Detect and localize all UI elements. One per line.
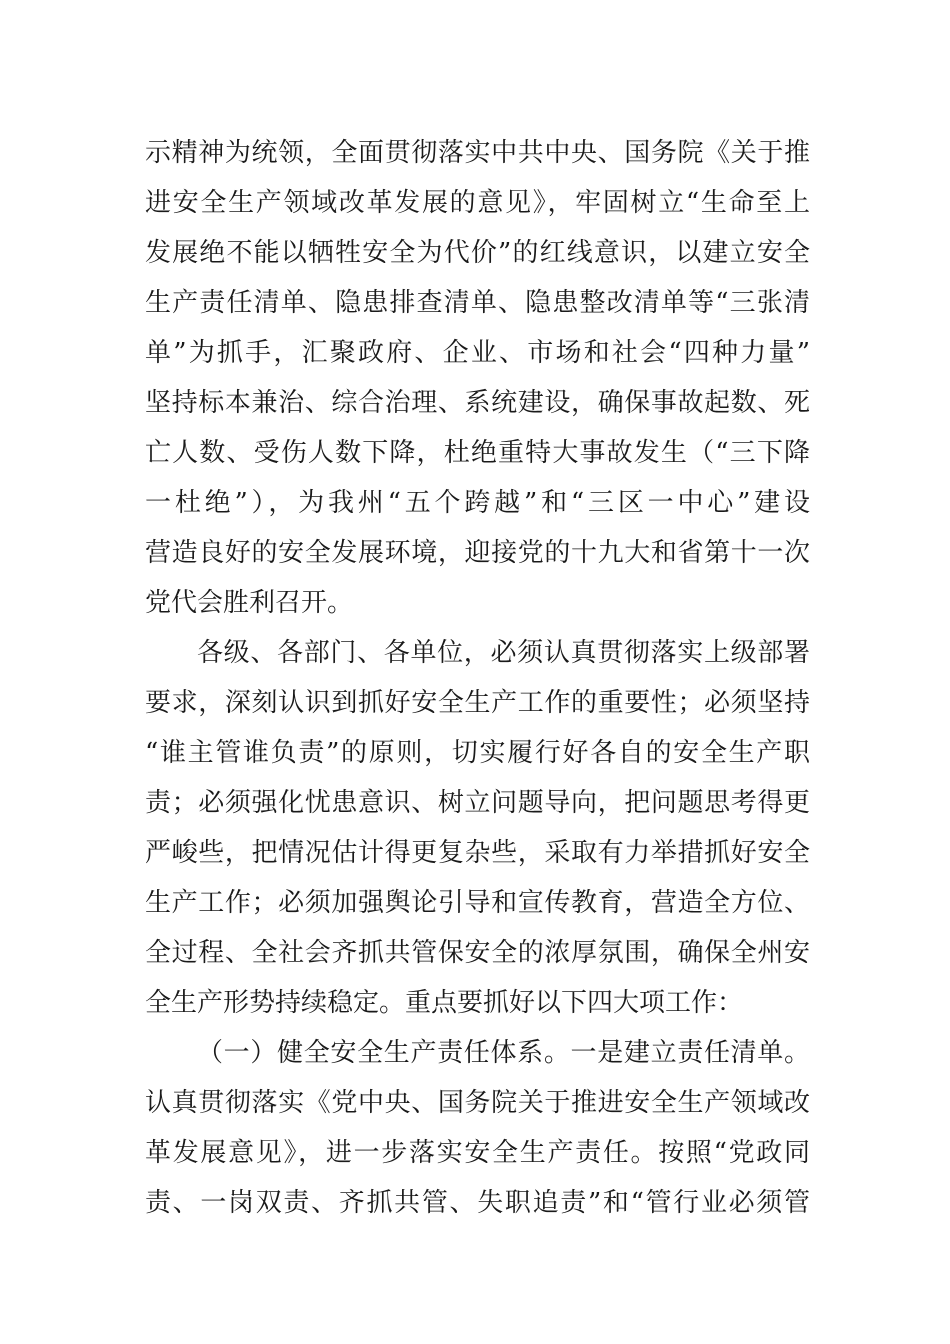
paragraph-2-line-6: 生产工作；必须加强舆论引导和宣传教育，营造全方位、 — [145, 888, 810, 918]
paragraph-3-line-2: 认真贯彻落实《党中央、国务院关于推进安全生产领域改 — [145, 1088, 810, 1118]
paragraph-2-line-2: 要求，深刻认识到抓好安全生产工作的重要性；必须坚持 — [145, 688, 810, 718]
paragraph-1-line-3: 发展绝不能以牺牲安全为代价”的红线意识，以建立安全 — [145, 238, 810, 268]
paragraph-1-line-9: 营造良好的安全发展环境，迎接党的十九大和省第十一次 — [145, 538, 810, 568]
paragraph-1-line-1: 示精神为统领，全面贯彻落实中共中央、国务院《关于推 — [145, 138, 810, 168]
paragraph-2-line-7: 全过程、全社会齐抓共管保安全的浓厚氛围，确保全州安 — [145, 938, 810, 968]
paragraph-1-line-4: 生产责任清单、隐患排查清单、隐患整改清单等“三张清 — [145, 288, 810, 318]
paragraph-2-line-1: 各级、各部门、各单位，必须认真贯彻落实上级部署 — [197, 638, 810, 668]
paragraph-1-line-8: 一杜绝”），为我州“五个跨越”和“三区一中心”建设 — [145, 488, 810, 518]
paragraph-3-line-3: 革发展意见》，进一步落实安全生产责任。按照“党政同 — [145, 1138, 810, 1168]
paragraph-3-line-1: （一）健全安全生产责任体系。一是建立责任清单。 — [197, 1038, 810, 1068]
paragraph-2-line-4: 责；必须强化忧患意识、树立问题导向，把问题思考得更 — [145, 788, 810, 818]
paragraph-2-line-3: “谁主管谁负责”的原则，切实履行好各自的安全生产职 — [145, 738, 810, 768]
paragraph-2-line-5: 严峻些，把情况估计得更复杂些，采取有力举措抓好安全 — [145, 838, 810, 868]
paragraph-1-line-2: 进安全生产领域改革发展的意见》，牢固树立“生命至上 — [145, 188, 810, 218]
paragraph-2-line-8: 全生产形势持续稳定。重点要抓好以下四大项工作： — [145, 988, 744, 1018]
paragraph-1-line-5: 单”为抓手，汇聚政府、企业、市场和社会“四种力量” — [145, 338, 810, 368]
paragraph-3-line-4: 责、一岗双责、齐抓共管、失职追责”和“管行业必须管 — [145, 1188, 810, 1218]
paragraph-1-line-10: 党代会胜利召开。 — [145, 588, 354, 618]
paragraph-1-line-7: 亡人数、受伤人数下降，杜绝重特大事故发生（“三下降 — [145, 438, 810, 468]
paragraph-1-line-6: 坚持标本兼治、综合治理、系统建设，确保事故起数、死 — [145, 388, 810, 418]
